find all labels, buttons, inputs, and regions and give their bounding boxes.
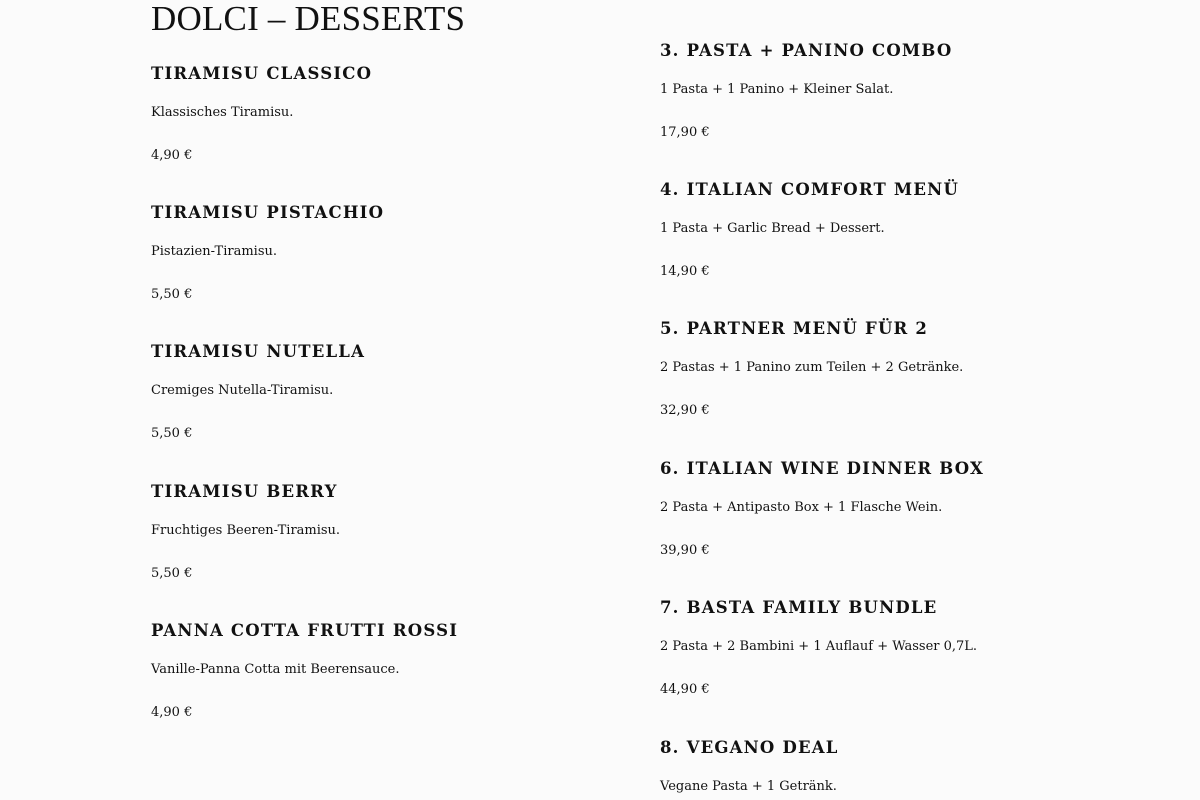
item-description: 1 Pasta + 1 Panino + Kleiner Salat.: [660, 82, 894, 97]
menu-item: [151, 64, 621, 184]
item-price: 5,50 €: [151, 566, 193, 581]
item-description: Fruchtiges Beeren-Tiramisu.: [151, 523, 341, 538]
item-price: 32,90 €: [660, 403, 710, 418]
item-price: 5,50 €: [151, 426, 193, 441]
item-name: 8. VEGANO DEAL: [660, 738, 839, 757]
menu-item: [660, 459, 1130, 579]
item-price-cut-off: [660, 0, 710, 1]
item-price: 14,90 €: [660, 264, 710, 279]
item-name: 4. ITALIAN COMFORT MENÜ: [660, 180, 960, 199]
item-description: Klassisches Tiramisu.: [151, 105, 294, 120]
item-name: PANNA COTTA FRUTTI ROSSI: [151, 621, 459, 640]
menu-item: [660, 319, 1130, 439]
item-price: 5,50 €: [151, 287, 193, 302]
menu-item: [660, 180, 1130, 300]
item-price: 39,90 €: [660, 543, 710, 558]
menu-item: [660, 41, 1130, 161]
item-name: TIRAMISU NUTELLA: [151, 342, 366, 361]
item-name: TIRAMISU BERRY: [151, 482, 338, 501]
menu-item: [151, 621, 621, 741]
item-price: 4,90 €: [151, 705, 193, 720]
menu-item: [151, 342, 621, 462]
item-description: 2 Pasta + 2 Bambini + 1 Auflauf + Wasser 0,7L.: [660, 639, 978, 654]
item-description: Pistazien-Tiramisu.: [151, 244, 278, 259]
section-title-desserts: DOLCI – DESSERTS: [151, 0, 466, 38]
item-name: TIRAMISU CLASSICO: [151, 64, 373, 83]
item-description: Cremiges Nutella-Tiramisu.: [151, 383, 334, 398]
item-description: 1 Pasta + Garlic Bread + Dessert.: [660, 221, 885, 236]
item-price: 4,90 €: [151, 148, 193, 163]
item-name: 7. BASTA FAMILY BUNDLE: [660, 598, 938, 617]
menu-item: [660, 738, 1130, 800]
menu-item: [151, 203, 621, 323]
item-description: 2 Pastas + 1 Panino zum Teilen + 2 Getränke.: [660, 360, 964, 375]
menu-item: [660, 598, 1130, 718]
item-price: 44,90 €: [660, 682, 710, 697]
item-name: 5. PARTNER MENÜ FÜR 2: [660, 319, 929, 338]
item-description: Vegane Pasta + 1 Getränk.: [660, 779, 837, 794]
item-description: Vanille-Panna Cotta mit Beerensauce.: [151, 662, 400, 677]
item-price: 17,90 €: [660, 125, 710, 140]
menu-item: [151, 482, 621, 602]
item-name: 3. PASTA + PANINO COMBO: [660, 41, 953, 60]
item-description: 2 Pasta + Antipasto Box + 1 Flasche Wein.: [660, 500, 943, 515]
item-name: 6. ITALIAN WINE DINNER BOX: [660, 459, 985, 478]
item-name: TIRAMISU PISTACHIO: [151, 203, 385, 222]
